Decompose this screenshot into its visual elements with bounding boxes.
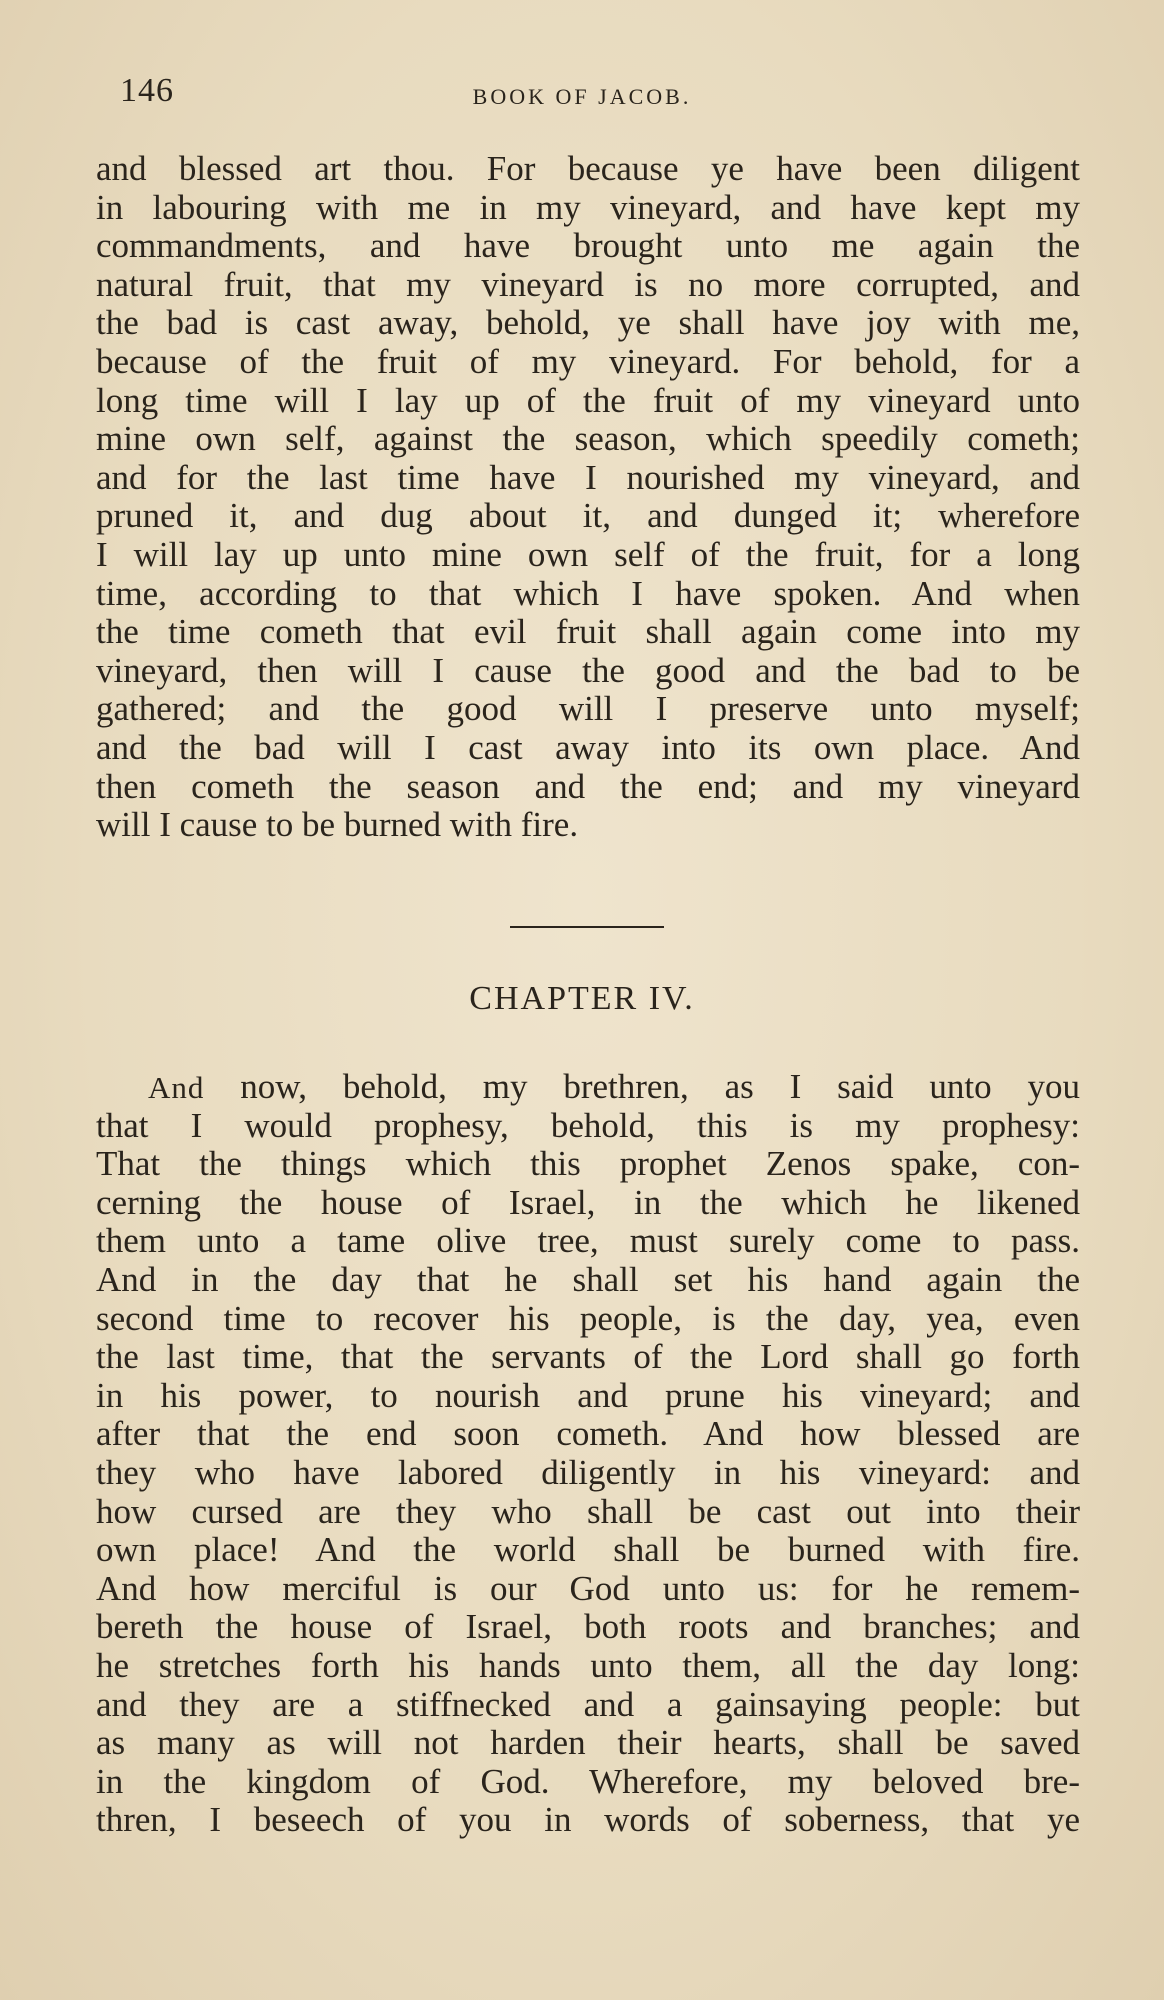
chapter-heading: CHAPTER IV.: [469, 980, 695, 1017]
text-line: they who have labored diligently in his vineyard: and: [96, 1452, 1080, 1492]
text-line: commandments, and have brought unto me again the: [96, 226, 1080, 266]
text-block-verse-end: [96, 150, 1080, 845]
text-line: in his power, to nourish and prune his vineyard; and: [96, 1375, 1080, 1415]
text-line: thren, I beseech of you in words of soberness, that ye: [96, 1800, 1080, 1840]
text-line: And in the day that he shall set his hand again the: [96, 1259, 1080, 1299]
text-line: And how merciful is our God unto us: for he remem-: [96, 1568, 1080, 1608]
text-line: that I would prophesy, behold, this is my prophesy:: [96, 1105, 1080, 1145]
text-line: and they are a stiffnecked and a gainsaying people: but: [96, 1684, 1080, 1724]
text-line: cerning the house of Israel, in the which he likened: [96, 1182, 1080, 1222]
text-line: own place! And the world shall be burned with fire.: [96, 1530, 1080, 1570]
text-line: bereth the house of Israel, both roots and branches; and: [96, 1607, 1080, 1647]
text-line: and the bad will I cast away into its own place. And: [96, 727, 1080, 767]
text-line: the time cometh that evil fruit shall again come into my: [96, 612, 1080, 652]
text-line: he stretches forth his hands unto them, all the day long:: [96, 1645, 1080, 1685]
first-line-text: now, behold, my brethren, as I said unto you: [204, 1067, 1080, 1106]
text-line: after that the end soon cometh. And how blessed are: [96, 1414, 1080, 1454]
text-line: them unto a tame olive tree, must surely come to pass.: [96, 1221, 1080, 1261]
text-line: in the kingdom of God. Wherefore, my beloved bre-: [96, 1761, 1080, 1801]
text-line: mine own self, against the season, which speedily cometh;: [96, 419, 1080, 459]
text-line: gathered; and the good will I preserve unto myself;: [96, 689, 1080, 729]
drop-word: And: [148, 1070, 205, 1105]
text-line: and for the last time have I nourished my vineyard, and: [96, 457, 1080, 497]
text-line: will I cause to be burned with fire.: [96, 805, 579, 845]
text-line: because of the fruit of my vineyard. For behold, for a: [96, 341, 1080, 381]
first-line: [96, 1068, 1080, 1107]
text-line: as many as will not harden their hearts, shall be saved: [96, 1723, 1080, 1763]
section-divider: [510, 926, 664, 928]
text-line: the bad is cast away, behold, ye shall have joy with me,: [96, 303, 1080, 343]
text-line: I will lay up unto mine own self of the fruit, for a long: [96, 534, 1080, 574]
text-line: then cometh the season and the end; and my vineyard: [96, 766, 1080, 806]
page-number: 146: [120, 72, 174, 109]
running-title: BOOK OF JACOB.: [472, 84, 692, 109]
text-line: and blessed art thou. For because ye have been diligent: [96, 149, 1080, 188]
text-line: That the things which this prophet Zenos spake, con-: [96, 1144, 1080, 1184]
text-line: how cursed are they who shall be cast out into their: [96, 1491, 1080, 1531]
text-line: second time to recover his people, is the day, yea, even: [96, 1298, 1080, 1338]
text-line: pruned it, and dug about it, and dunged it; wherefore: [96, 496, 1080, 536]
text-block-chapter-four: [96, 1068, 1080, 1840]
text-line: time, according to that which I have spoken. And when: [96, 573, 1080, 613]
text-line: in labouring with me in my vineyard, and have kept my: [96, 187, 1080, 227]
text-line: natural fruit, that my vineyard is no more corrupted, and: [96, 264, 1080, 304]
text-line: long time will I lay up of the fruit of my vineyard unto: [96, 380, 1080, 420]
text-line: the last time, that the servants of the Lord shall go forth: [96, 1337, 1080, 1377]
text-line: vineyard, then will I cause the good and the bad to be: [96, 650, 1080, 690]
